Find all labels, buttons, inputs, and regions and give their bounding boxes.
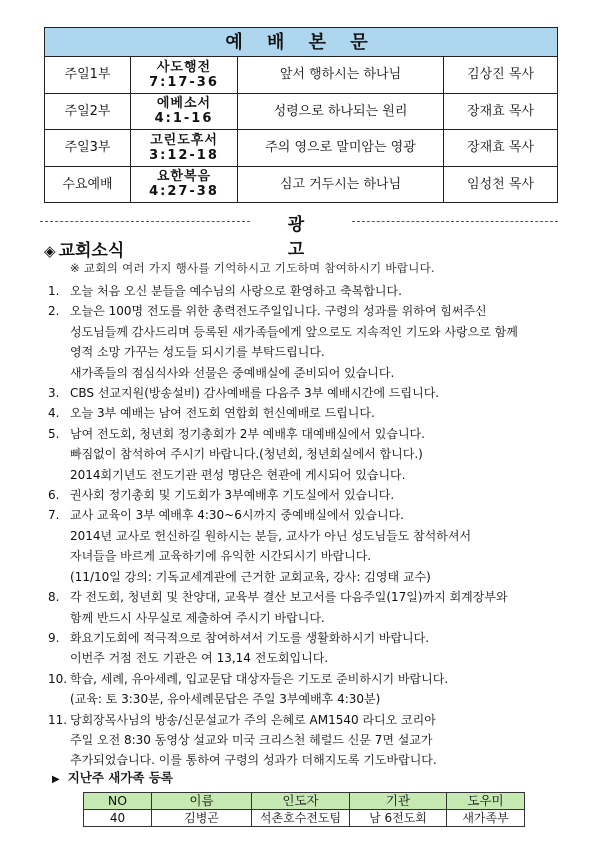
- table-cell: 김병곤: [152, 810, 252, 827]
- sermon-row: [45, 166, 558, 203]
- service-name: 주일3부: [45, 130, 131, 167]
- list-item-number: 10.: [48, 671, 68, 686]
- list-item: [48, 281, 568, 301]
- table-row: [84, 810, 525, 827]
- scripture-verse: 7:17-36: [149, 74, 219, 90]
- list-item-number: 2.: [48, 304, 60, 319]
- church-news-note: ※ 교회의 여러 가지 행사를 기억하시고 기도하며 참여하시기 바랍니다.: [70, 261, 435, 275]
- table-cell: 석촌호수전도팀: [252, 810, 350, 827]
- table-cell: 새가족부: [447, 810, 525, 827]
- list-item-line: (11/10일 강의: 기독교세계관에 근거한 교회교육, 강사: 김영태 교수): [70, 569, 431, 584]
- service-name: 수요예배: [45, 166, 131, 203]
- column-header: NO: [84, 793, 152, 810]
- list-item-line: 추가되었습니다. 이를 통하여 구령의 성과가 더해지도록 기도바랍니다.: [70, 753, 437, 768]
- list-item-line: 빠짐없이 참석하여 주시기 바랍니다.(청년회, 청년회실에서 합니다.): [70, 447, 423, 462]
- list-item: [48, 505, 568, 587]
- list-item: [48, 710, 568, 771]
- list-item-line: 오늘 3부 예배는 남여 전도회 연합회 헌신예배로 드립니다.: [70, 406, 375, 421]
- preacher: 장재효 목사: [444, 93, 558, 130]
- list-item-line: 오늘은 100명 전도를 위한 총력전도주일입니다. 구령의 성과를 위하여 힘써주신: [70, 304, 487, 319]
- triangle-bullet-icon: ▶: [52, 774, 60, 785]
- church-news-list: [48, 281, 568, 771]
- list-item-line: 이번주 거점 전도 기관은 여 13,14 전도회입니다.: [70, 651, 329, 666]
- list-item-line: 오늘 처음 오신 분들을 예수님의 사랑으로 환영하고 축복합니다.: [70, 284, 402, 298]
- list-item: [48, 383, 568, 403]
- list-item-line: 새가족들의 점심식사와 선물은 중예배실에 준비되어 있습니다.: [70, 365, 395, 380]
- service-name: 주일2부: [45, 93, 131, 130]
- table-cell: 남 6전도회: [350, 810, 447, 827]
- table-cell: 40: [84, 810, 152, 827]
- list-item: [48, 587, 568, 628]
- scripture-ref: [131, 166, 238, 203]
- ads-title: 광 고: [287, 215, 327, 260]
- list-item-line: 자녀들을 바르게 교육하기에 유익한 시간되시기 바랍니다.: [70, 549, 372, 564]
- list-item-number: 1.: [48, 284, 60, 298]
- list-item: [48, 628, 568, 669]
- scripture-verse: 3:12-18: [149, 147, 219, 163]
- list-item-line: 성도님들께 감사드리며 등록된 새가족들에게 앞으로도 지속적인 기도와 사랑으로 함께: [70, 324, 518, 339]
- list-item: [48, 669, 568, 710]
- registration-heading-text: 지난주 새가족 등록: [67, 770, 174, 785]
- list-item-line: 남여 전도회, 청년회 정기총회가 2부 예배후 대예배실에서 있습니다.: [70, 426, 425, 441]
- sermon-title: 성령으로 하나되는 원리: [238, 93, 444, 130]
- list-item-line: 주일 오전 8:30 동영상 설교와 미국 크리스천 헤럴드 신문 7면 설교가: [70, 732, 433, 747]
- column-header: 이름: [152, 793, 252, 810]
- list-item-line: 학습, 세례, 유아세례, 입교문답 대상자들은 기도로 준비하시기 바랍니다.: [70, 671, 449, 686]
- list-item-number: 8.: [48, 590, 60, 605]
- sermon-table: [44, 27, 558, 203]
- scripture-book: 요한복음: [156, 169, 212, 185]
- list-item-line: 화요기도회에 적극적으로 참여하셔서 기도를 생활화하시기 바랍니다.: [70, 630, 430, 645]
- church-news-heading: [44, 236, 124, 261]
- dashed-divider: [352, 221, 558, 222]
- list-item-number: 11.: [48, 712, 68, 727]
- list-item-line: 2014회기년도 전도기관 편성 명단은 현관에 게시되어 있습니다.: [70, 467, 406, 482]
- list-item-number: 3.: [48, 386, 60, 401]
- preacher: 장재효 목사: [444, 130, 558, 167]
- preacher: 김상진 목사: [444, 57, 558, 94]
- list-item-number: 7.: [48, 508, 60, 523]
- scripture-ref: [131, 93, 238, 130]
- sermon-table-title: 예 배 본 문: [45, 28, 558, 57]
- column-header: 도우미: [447, 793, 525, 810]
- dashed-divider: [40, 221, 250, 222]
- list-item-line: 영적 소망 가꾸는 성도들 되시기를 부탁드립니다.: [70, 345, 325, 360]
- list-item-number: 4.: [48, 406, 60, 421]
- list-item-line: 당회장목사님의 방송/신문설교가 주의 은혜로 AM1540 라디오 코리아: [70, 712, 436, 727]
- list-item-number: 5.: [48, 426, 60, 441]
- column-header: 기관: [350, 793, 447, 810]
- sermon-title: 심고 거두시는 하나님: [238, 166, 444, 203]
- sermon-title: 앞서 행하시는 하나님: [238, 57, 444, 94]
- scripture-ref: [131, 130, 238, 167]
- scripture-verse: 4:1-16: [154, 111, 214, 127]
- preacher: 임성천 목사: [444, 166, 558, 203]
- list-item: [48, 485, 568, 505]
- list-item-line: 교사 교육이 3부 예배후 4:30~6시까지 중예배실에서 있습니다.: [70, 508, 404, 523]
- diamond-icon: ◈: [44, 242, 56, 260]
- scripture-book: 고린도후서: [150, 132, 218, 148]
- service-name: 주일1부: [45, 57, 131, 94]
- list-item: [48, 403, 568, 423]
- list-item: [48, 424, 568, 485]
- sermon-title: 주의 영으로 말미암는 영광: [238, 130, 444, 167]
- church-news-heading-text: 교회소식: [58, 241, 125, 261]
- registration-heading: [52, 768, 173, 786]
- list-item-line: 권사회 정기총회 및 기도회가 3부예배후 기도실에서 있습니다.: [70, 488, 395, 503]
- sermon-row: [45, 57, 558, 94]
- registration-header-row: [84, 793, 525, 810]
- scripture-ref: [131, 57, 238, 94]
- scripture-book: 사도행전: [156, 59, 212, 75]
- list-item-line: 2014년 교사로 헌신하길 원하시는 분들, 교사가 아닌 성도님들도 참석하셔서: [70, 528, 472, 543]
- list-item: [48, 301, 568, 383]
- list-item-line: 함께 반드시 사무실로 제출하여 주시기 바랍니다.: [70, 610, 325, 625]
- list-item-line: CBS 선교지원(방송설비) 감사예배를 다음주 3부 예배시간에 드립니다.: [70, 386, 440, 401]
- sermon-row: [45, 93, 558, 130]
- list-item-number: 9.: [48, 630, 60, 645]
- sermon-row: [45, 130, 558, 167]
- list-item-number: 6.: [48, 488, 60, 503]
- registration-table: [83, 792, 525, 827]
- list-item-line: (교육: 토 3:30분, 유아세례문답은 주일 3부예배후 4:30분): [70, 692, 381, 707]
- scripture-verse: 4:27-38: [149, 184, 219, 200]
- scripture-book: 에베소서: [156, 96, 212, 112]
- list-item-line: 각 전도회, 청년회 및 찬양대, 교육부 결산 보고서를 다음주일(17일)까지 회계장부와: [70, 590, 508, 605]
- column-header: 인도자: [252, 793, 350, 810]
